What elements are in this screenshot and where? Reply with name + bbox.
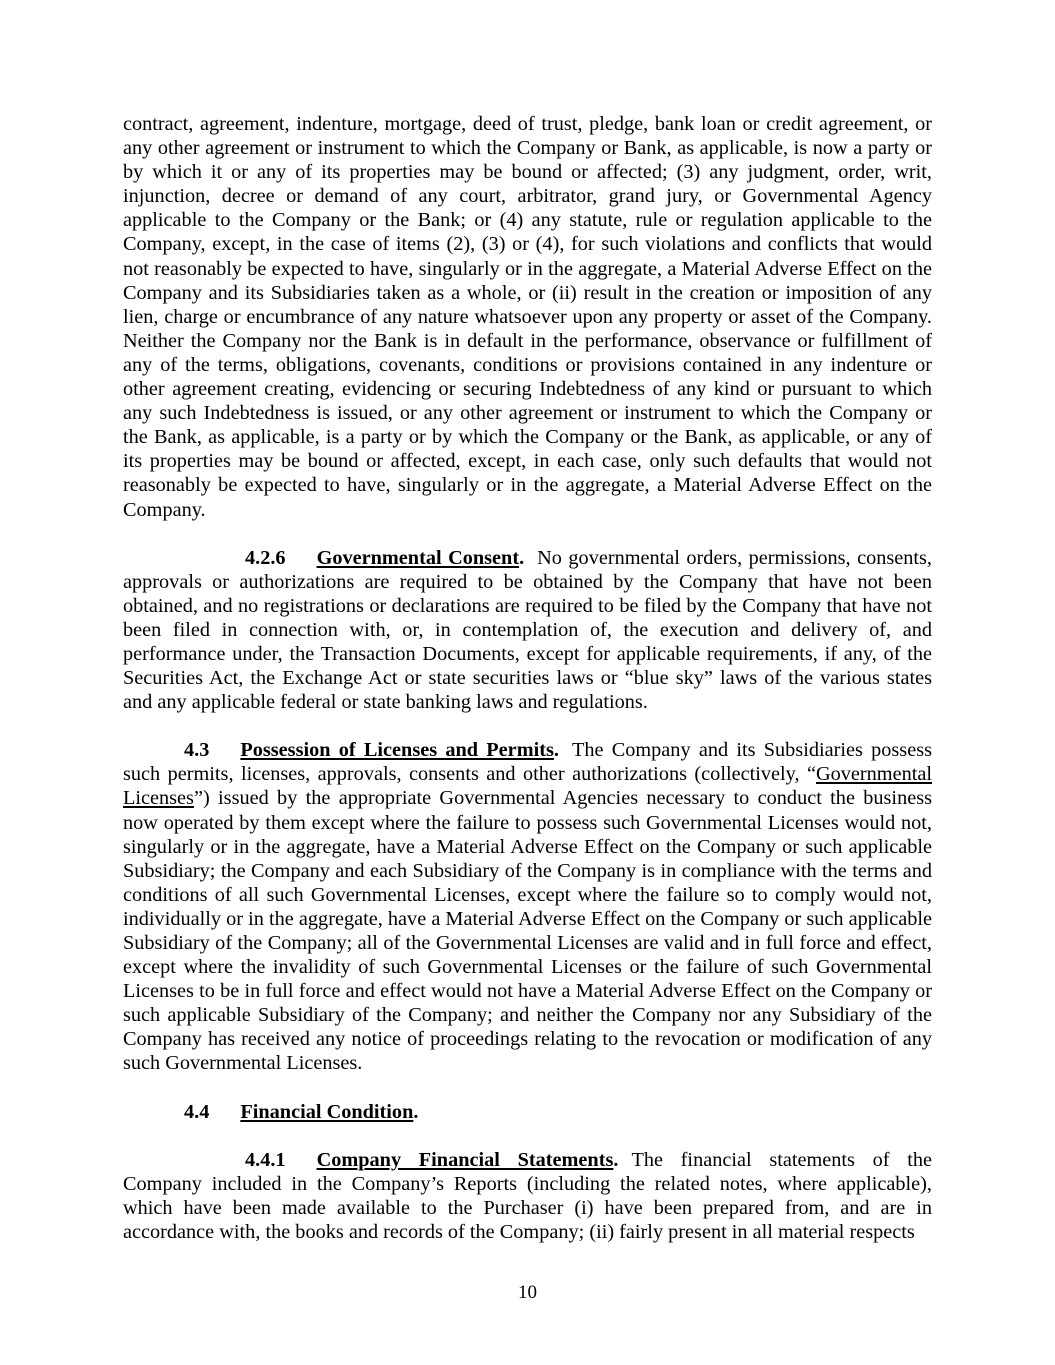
section-4-3-body-pre: The Company and its Subsidiaries possess such permits, licenses, approvals, consents and other authorizations (collectively, “ — [123, 739, 932, 786]
section-4-4-title-period: . — [413, 1100, 419, 1123]
section-4-4-1-title-period: . — [613, 1148, 619, 1171]
section-4-2-6 — [123, 546, 932, 715]
section-4-3-title: Possession of Licenses and Permits — [240, 739, 554, 762]
section-4-3-title-period: . — [553, 739, 559, 762]
paragraph-continuation: contract, agreement, indenture, mortgage, deed of trust, pledge, bank loan or credit agreement, or any other agreement or instrument to which the Company or Bank, as applicable, is now a party or by which it or any of its properties may be bound or affected; (3) any judgment, order, writ, injunction, decree or demand of any court, arbitrator, grand jury, or Governmental Agency applicable to the Company or the Bank; or (4) any statute, rule or regulation applicable to the Company, except, in the case of items (2), (3) or (4), for such violations and conflicts that would not reasonably be expected to have, singularly or in the aggregate, a Material Adverse Effect on the Company and its Subsidiaries taken as a whole, or (ii) result in the creation or imposition of any lien, charge or encumbrance of any nature whatsoever upon any property or asset of the Company. Neither the Company nor the Bank is in default in the performance, observance or fulfillment of any of the terms, obligations, covenants, conditions or provisions contained in any indenture or other agreement creating, evidencing or securing Indebtedness of any kind or pursuant to which any such Indebtedness is issued, or any other agreement or instrument to which the Company or the Bank, as applicable, is a party or by which the Company or the Bank, as applicable, or any of its properties may be bound or affected, except, in each case, only such defaults that would not reasonably be expected to have, singularly or in the aggregate, a Material Adverse Effect on the Company. — [123, 113, 932, 521]
section-4-2-6-body: No governmental orders, permissions, consents, approvals or authorizations are required to be obtained by the Company that have not been obtained, and no registrations or declarations are required to be filed by the Company that have not been filed in connection with, or, in contemplation of, the execution and delivery of, and performance under, the Transaction Documents, except for applicable requirements, if any, of the Securities Act, the Exchange Act or state securities laws or “blue sky” laws of the various states and any applicable federal or state banking laws and regulations. — [123, 546, 932, 714]
section-4-4-1 — [123, 1148, 932, 1244]
section-4-4-number: 4.4 — [184, 1100, 210, 1123]
section-4-2-6-title: Governmental Consent — [316, 546, 520, 569]
defined-term-governmental-licenses: Governmental Licenses — [123, 763, 932, 810]
section-4-4-1-title: Company Financial Statements — [316, 1148, 614, 1171]
section-4-2-6-number: 4.2.6 — [245, 546, 286, 569]
page-number: 10 — [518, 1282, 537, 1303]
section-4-4-1-body: The financial statements of the Company included in the Company’s Reports (including the related notes, where applicable), which have been made available to the Purchaser (i) have been prepared from, and are in accordance with, the books and records of the Company; (ii) fairly present in all material respects — [123, 1148, 932, 1243]
section-4-3-number: 4.3 — [184, 739, 210, 762]
section-4-4-1-number: 4.4.1 — [245, 1148, 286, 1171]
section-4-4 — [123, 1100, 932, 1124]
section-4-2-6-title-period: . — [519, 546, 525, 569]
section-4-3 — [123, 738, 932, 1075]
section-4-3-body-post: ”) issued by the appropriate Governmental Agencies necessary to conduct the business now operated by them except where the failure to possess such Governmental Licenses would not, singularly or in the aggregate, have a Material Adverse Effect on the Company or such applicable Subsidiary; the Company and each Subsidiary of the Company is in compliance with the terms and conditions of all such Governmental Licenses, except where the failure so to comply would not, individually or in the aggregate, have a Material Adverse Effect on the Company or such applicable Subsidiary of the Company; all of the Governmental Licenses are valid and in full force and effect, except where the invalidity of such Governmental Licenses or the failure of such Governmental Licenses to be in full force and effect would not have a Material Adverse Effect on the Company or such applicable Subsidiary of the Company; and neither the Company nor any Subsidiary of the Company has received any notice of proceedings relating to the revocation or modification of any such Governmental Licenses. — [123, 787, 932, 1075]
section-4-4-title: Financial Condition — [240, 1100, 414, 1123]
